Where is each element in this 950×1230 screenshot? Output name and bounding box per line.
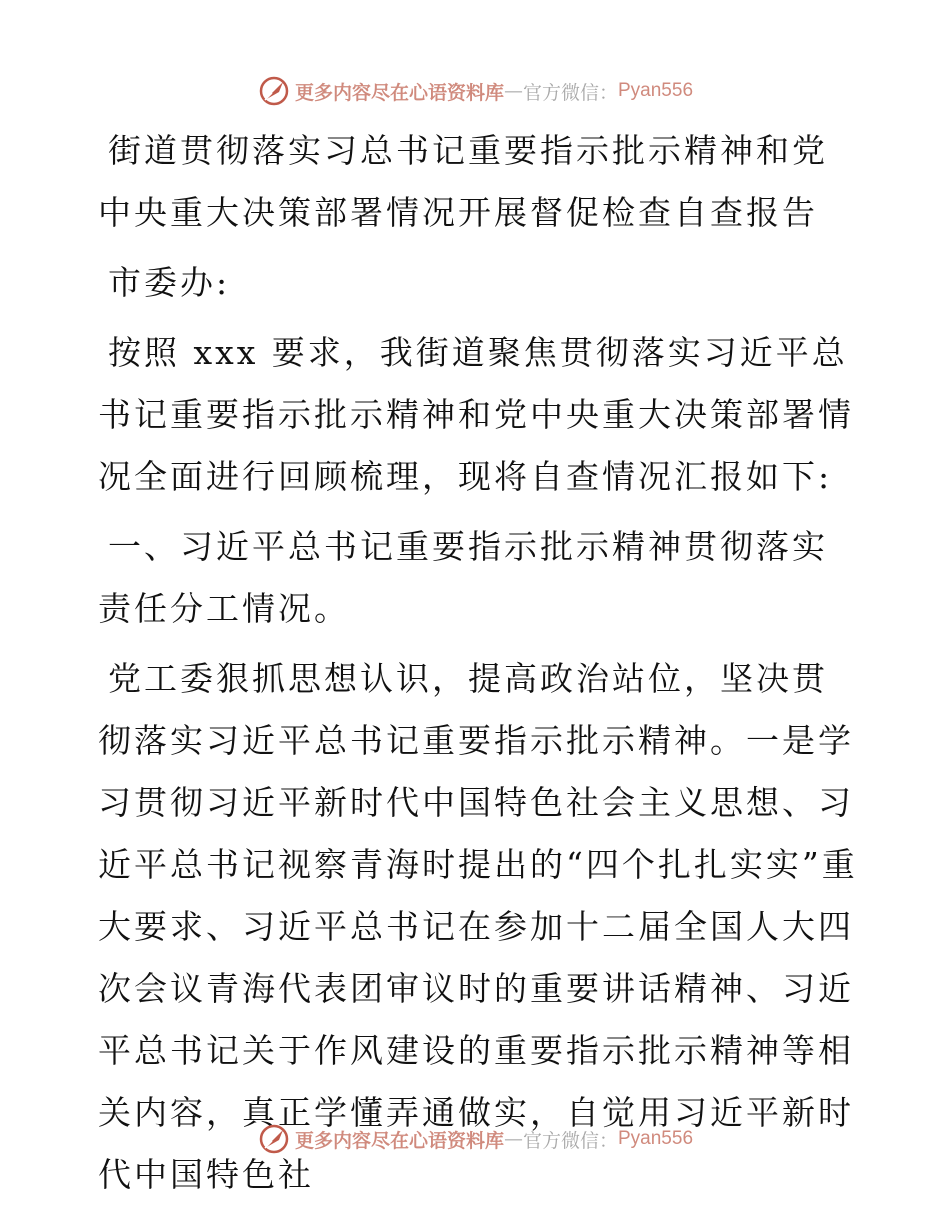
document-title: 街道贯彻落实习总书记重要指示批示精神和党中央重大决策部署情况开展督促检查自查报告 <box>98 131 828 232</box>
watermark-official-label: 官方微信： <box>522 81 618 104</box>
watermark-account: Pyan556 <box>618 1128 694 1149</box>
addressee: 市委办: <box>108 263 231 302</box>
watermark-main-text: 更多内容尽在心语资料库 <box>294 81 504 104</box>
header-watermark <box>0 71 950 111</box>
section-1-body: 党工委狠抓思想认识，提高政治站位，坚决贯彻落实习近平总书记重要指示批示精神。一是学习贯彻习近平新时代中国特色社会主义思想、习近平总书记视察青海时提出的“四个扎扎实实”重大要求、习近平总书记在参加十二届全国人大四次会议青海代表团审议时的重要讲话精神、习近平总书记关于作风建设的重要指示批示精神等相关内容，真正学懂弄通做实，自觉用习近平新时代中国特色社 <box>98 659 858 1194</box>
quill-logo-icon <box>257 74 291 108</box>
intro-paragraph: 按照 xxx 要求，我街道聚焦贯彻落实习近平总书记重要指示批示精神和党中央重大决策部署情况全面进行回顾梳理，现将自查情况汇报如下: <box>98 333 854 496</box>
watermark-account: Pyan556 <box>618 80 694 101</box>
section-1-heading: 一、习近平总书记重要指示批示精神贯彻落实责任分工情况。 <box>98 527 828 628</box>
watermark-dash: — <box>503 80 523 102</box>
quill-logo-icon <box>257 1122 291 1156</box>
watermark-main-text: 更多内容尽在心语资料库 <box>294 1129 504 1152</box>
footer-watermark <box>0 1119 950 1159</box>
document-body <box>98 120 858 1206</box>
watermark-dash: — <box>503 1128 523 1150</box>
watermark-official-label: 官方微信： <box>522 1129 618 1152</box>
